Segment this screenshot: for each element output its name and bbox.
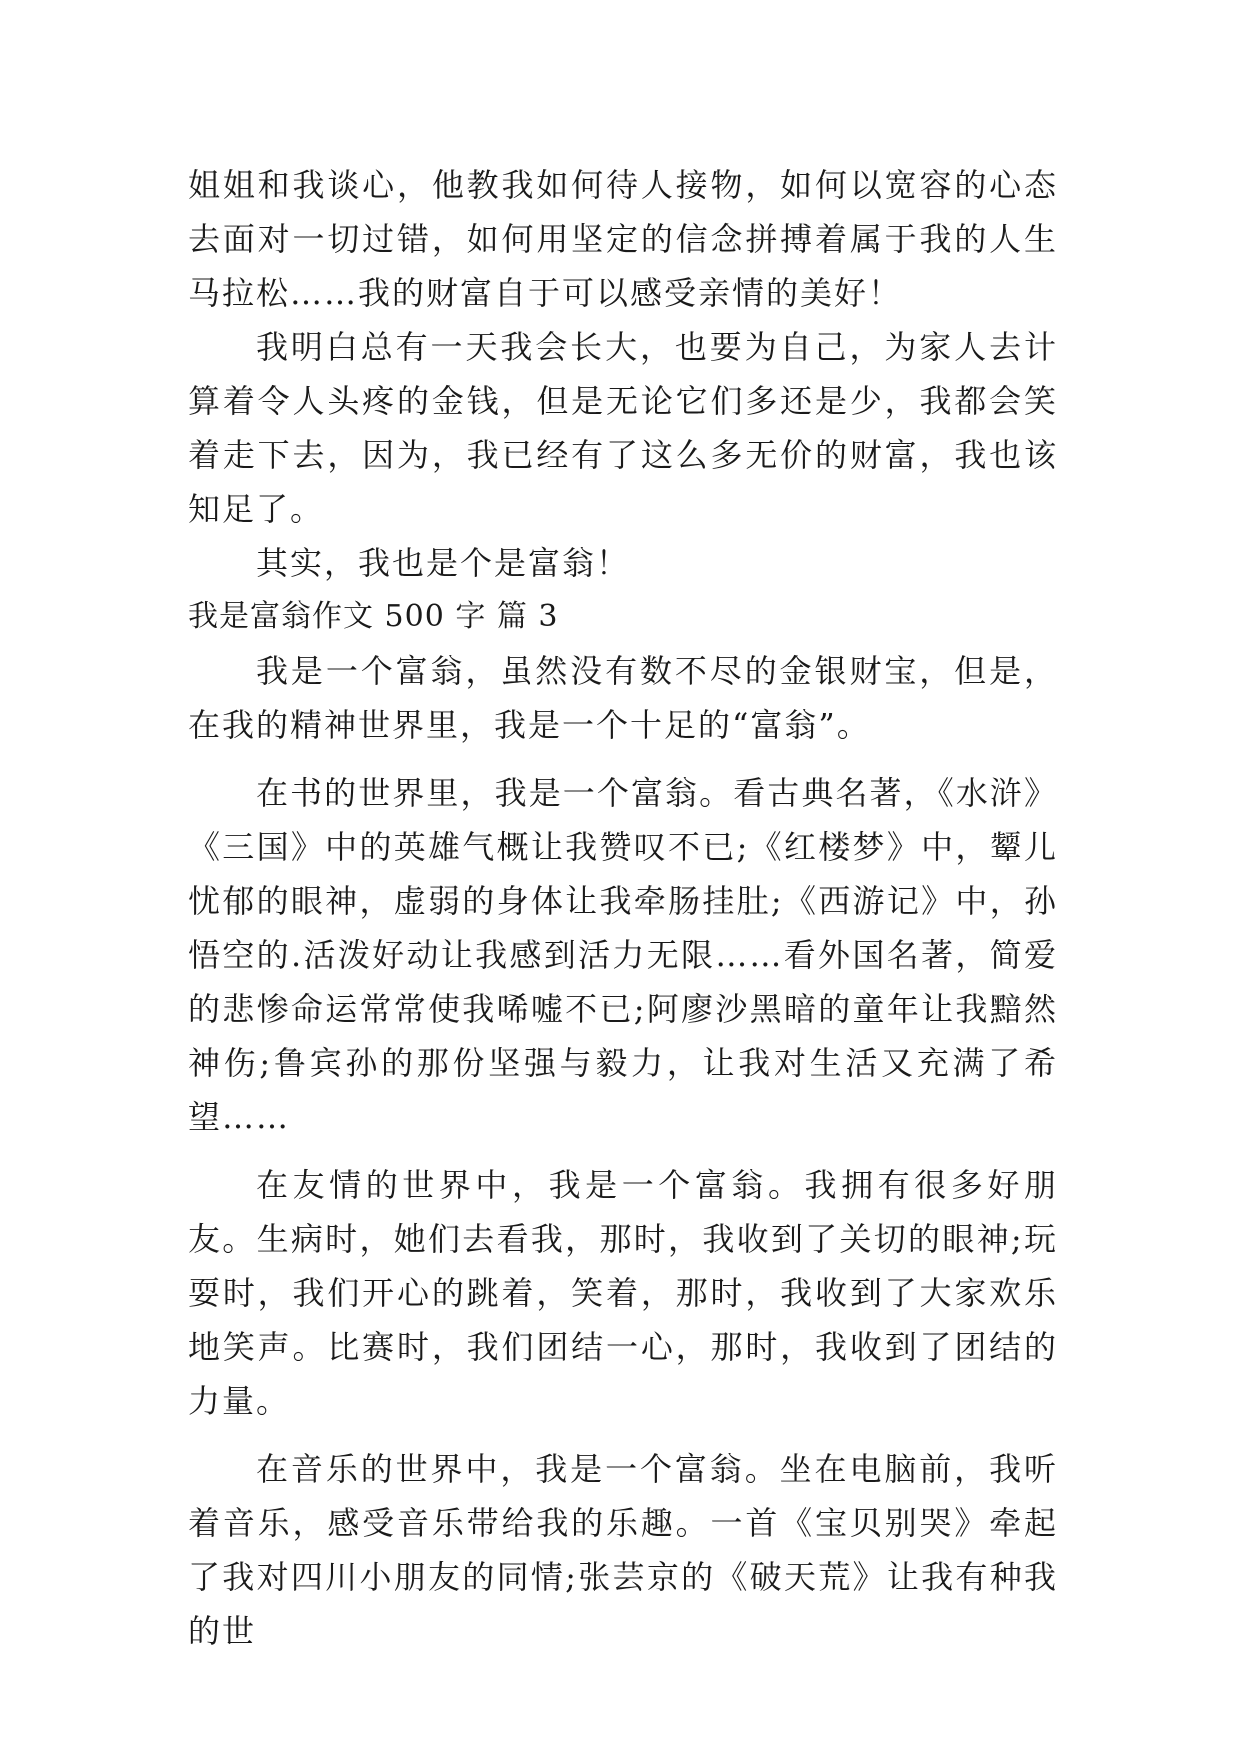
paragraph: 我是一个富翁，虽然没有数不尽的金银财宝，但是，在我的精神世界里，我是一个十足的“富翁”。 <box>188 652 1058 744</box>
paragraph: 其实，我也是个是富翁！ <box>256 544 631 582</box>
document-body <box>188 158 1058 1658</box>
paragraph: 在书的世界里，我是一个富翁。看古典名著，《水浒》《三国》中的英雄气概让我赞叹不已;《红楼梦》中，颦儿忧郁的眼神，虚弱的身体让我牵肠挂肚;《西游记》中，孙悟空的.活泼好动让我感到活力无限……看外国名著，简爱的悲惨命运常常使我唏嘘不已;阿廖沙黑暗的童年让我黯然神伤;鲁宾孙的那份坚强与毅力，让我对生活又充满了希望…… <box>188 774 1058 1136</box>
paragraph: 在音乐的世界中，我是一个富翁。坐在电脑前，我听着音乐，感受音乐带给我的乐趣。一首《宝贝别哭》牵起了我对四川小朋友的同情;张芸京的《破天荒》让我有种我的世 <box>188 1450 1058 1650</box>
paragraph: 在友情的世界中，我是一个富翁。我拥有很多好朋友。生病时，她们去看我，那时，我收到了关切的眼神;玩耍时，我们开心的跳着，笑着，那时，我收到了大家欢乐地笑声。比赛时，我们团结一心，那时，我收到了团结的力量。 <box>188 1166 1058 1420</box>
section-heading: 我是富翁作文 500 字 篇 3 <box>188 599 559 634</box>
paragraph-continued: 姐姐和我谈心，他教我如何待人接物，如何以宽容的心态去面对一切过错，如何用坚定的信念拼搏着属于我的人生马拉松……我的财富自于可以感受亲情的美好！ <box>188 166 1058 312</box>
paragraph: 我明白总有一天我会长大，也要为自己，为家人去计算着令人头疼的金钱，但是无论它们多还是少，我都会笑着走下去，因为，我已经有了这么多无价的财富，我也该知足了。 <box>188 328 1058 528</box>
